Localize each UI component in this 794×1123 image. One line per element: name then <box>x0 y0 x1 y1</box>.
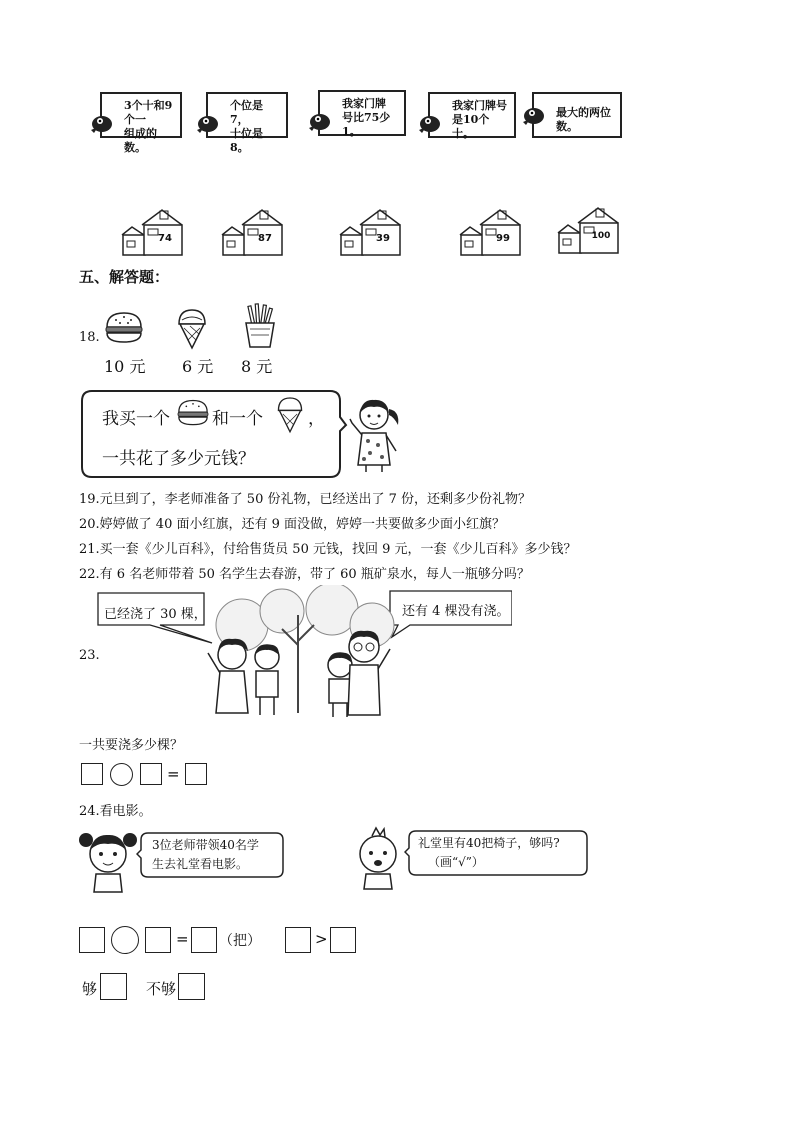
answer-box[interactable] <box>285 927 311 953</box>
q19-text: 19.元旦到了，李老师准备了 50 份礼物，已经送出了 7 份，还剩多少份礼物？ <box>79 492 532 507</box>
house-icon <box>218 205 290 257</box>
girl-illustration <box>76 826 140 894</box>
ice-cream-price: 6 元 <box>182 357 214 376</box>
boy-illustration <box>350 826 408 890</box>
q21-text: 21.买一套《少儿百科》，付给售货员 50 元钱，找回 9 元，一套《少儿百科》多少钱？ <box>79 542 577 557</box>
match-card-1 <box>100 92 182 154</box>
speech-line2: 一共花了多少元钱？ <box>102 449 255 469</box>
speech-line1-c: ， <box>308 409 325 429</box>
speech-line1-a: 我买一个 <box>102 409 170 429</box>
speech-line1-b: 和一个 <box>212 409 263 429</box>
house-3 <box>336 205 408 257</box>
match-card-2 <box>206 92 288 154</box>
match-card-3 <box>318 90 406 136</box>
card-text: 最大的两位数。 <box>556 106 611 133</box>
house-number: 87 <box>258 233 272 244</box>
equals-sign: = <box>176 930 189 948</box>
hamburger-icon <box>176 398 210 428</box>
q18-number: 18. <box>79 330 100 345</box>
house-icon <box>456 205 528 257</box>
not-enough-checkbox[interactable] <box>178 973 205 1000</box>
hamburger-icon <box>104 310 144 346</box>
bird-icon <box>416 110 446 134</box>
enough-checkbox[interactable] <box>100 973 127 1000</box>
q24-title: 24.看电影。 <box>79 804 152 819</box>
bird-icon <box>194 110 224 134</box>
house-2 <box>218 205 290 257</box>
card-text: 我家门牌 号比75少1。 <box>342 97 391 138</box>
bird-icon <box>306 108 336 132</box>
match-card-5 <box>532 92 622 138</box>
house-1 <box>118 205 190 257</box>
q23-number: 23. <box>79 648 100 663</box>
house-icon <box>118 205 190 257</box>
q24-bubble-right-line1: 礼堂里有40把椅子，够吗? <box>418 836 560 850</box>
q23-bubble-left: 已经浇了 30 棵， <box>104 607 207 622</box>
q23-bubble-right: 还有 4 棵没有浇。 <box>402 604 510 619</box>
answer-box[interactable] <box>140 763 162 785</box>
equals-sign: = <box>167 765 180 783</box>
q20-text: 20.婷婷做了 40 面小红旗，还有 9 面没做，婷婷一共要做多少面小红旗？ <box>79 517 506 532</box>
house-5 <box>554 203 626 255</box>
fries-price: 8 元 <box>241 357 273 376</box>
q24-bubble-left-line1: 3位老师带领40名学 <box>152 838 259 852</box>
q24-bubble-left-line2: 生去礼堂看电影。 <box>152 857 249 871</box>
girl-illustration <box>344 393 406 473</box>
answer-box[interactable] <box>185 763 207 785</box>
enough-label: 够 <box>82 980 98 998</box>
answer-box[interactable] <box>191 927 217 953</box>
answer-box[interactable] <box>330 927 356 953</box>
operator-circle[interactable] <box>111 926 139 954</box>
house-number: 39 <box>376 233 390 244</box>
q22-text: 22.有 6 名老师带着 50 名学生去春游，带了 60 瓶矿泉水，每人一瓶够分吗？ <box>79 567 530 582</box>
fries-icon <box>240 303 280 349</box>
bird-icon <box>88 110 118 134</box>
card-text: 3个十和9个一 组成的数。 <box>124 99 173 154</box>
bird-icon <box>520 102 550 126</box>
house-number: 100 <box>591 231 611 241</box>
card-text: 我家门牌号 是10个十。 <box>452 99 507 140</box>
answer-box[interactable] <box>81 763 103 785</box>
answer-box[interactable] <box>79 927 105 953</box>
operator-circle[interactable] <box>110 763 133 786</box>
section-title: 五、解答题： <box>79 268 170 286</box>
house-icon <box>336 205 408 257</box>
answer-box[interactable] <box>145 927 171 953</box>
house-number: 74 <box>158 233 172 244</box>
ice-cream-icon <box>174 306 210 350</box>
card-text: 个位是7， 十位是8。 <box>230 99 263 154</box>
match-card-4 <box>428 92 516 138</box>
q23-question: 一共要浇多少棵？ <box>79 738 184 753</box>
q24-bubble-right-line2: （画“√”） <box>428 855 484 869</box>
house-number: 99 <box>496 233 510 244</box>
greater-than-sign: > <box>315 930 328 948</box>
not-enough-label: 不够 <box>146 980 177 998</box>
unit-label: （把） <box>219 933 261 949</box>
ice-cream-icon <box>274 394 306 434</box>
hamburger-price: 10 元 <box>104 357 146 376</box>
house-icon <box>554 203 626 255</box>
house-4 <box>456 205 528 257</box>
